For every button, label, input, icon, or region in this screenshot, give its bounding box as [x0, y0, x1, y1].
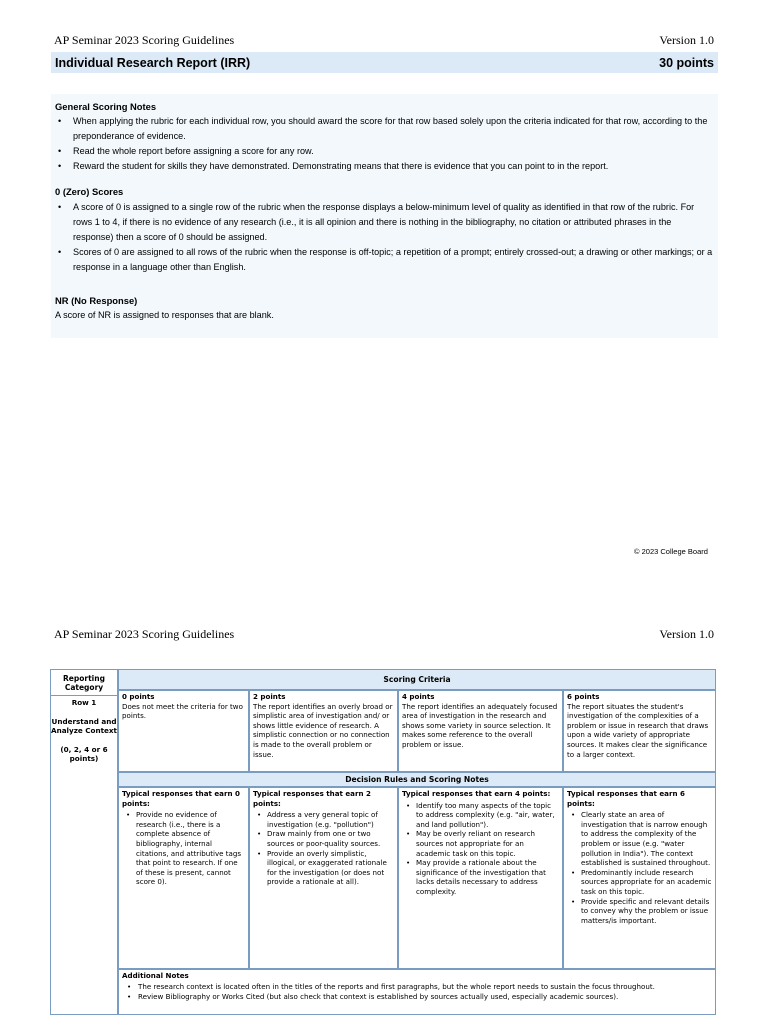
- criteria-text: The report identifies an adequately focused area of investigation in the research and shows some variety in source selection. It makes some reference to the overall problem or issue.: [402, 701, 558, 749]
- zero-scores-list: [55, 200, 714, 275]
- reporting-category-column: [50, 669, 118, 1015]
- decision-rules-heading: Decision Rules and Scoring Notes: [118, 772, 716, 787]
- criteria-points: 4 points: [402, 692, 435, 701]
- decision-list: [253, 810, 394, 887]
- criteria-cell-4: [398, 690, 563, 772]
- list-item: • When applying the rubric for each individual row, you should award the score for that row based solely upon the criteria indicated for that row, according to the preponderance of evidence.: [55, 114, 714, 144]
- no-response-heading: NR (No Response): [55, 295, 138, 307]
- list-item: • Scores of 0 are assigned to all rows of the rubric when the response is off-topic; a repetition of a prompt; entirely crossed-out; a drawing or other markings; or a response in a language other than English.: [55, 245, 714, 275]
- section-title-bar: [51, 52, 718, 73]
- copyright-footer: © 2023 College Board: [634, 547, 708, 556]
- row-label-block: [51, 696, 117, 764]
- zero-scores-heading: 0 (Zero) Scores: [55, 186, 124, 198]
- section-title: Individual Research Report (IRR): [55, 55, 251, 70]
- list-item: • Provide specific and relevant details to convey why the problem or issue matters/is important.: [567, 897, 712, 926]
- list-item: • May provide a rationale about the significance of the investigation that lacks details necessary to address complexity.: [402, 858, 559, 896]
- no-response-text: A score of NR is assigned to responses that are blank.: [55, 310, 274, 321]
- list-item: • Address a very general topic of investigation (e.g. "pollution"): [253, 810, 394, 829]
- criteria-cell-2: [249, 690, 398, 772]
- list-item: • Provide an overly simplistic, illogical, or exaggerated rationale for the investigation (or does not provide a rationale at all).: [253, 849, 394, 887]
- list-item: • Draw mainly from one or two sources or poor-quality sources.: [253, 829, 394, 848]
- decision-heading: Typical responses that earn 2 points:: [253, 789, 371, 808]
- scoring-notes-box: [51, 94, 718, 338]
- list-item: • Review Bibliography or Works Cited (but also check that context is established by sources actually used, especially academic sources).: [122, 992, 712, 1002]
- decision-list: [122, 810, 245, 887]
- decision-cell-4: [398, 787, 563, 969]
- decision-list: [402, 801, 559, 897]
- criteria-points: 2 points: [253, 692, 286, 701]
- decision-cell-6: [563, 787, 716, 969]
- list-item: • Clearly state an area of investigation that is narrow enough to address the complexity of the problem or issue (e.g. "water pollution in India"). The context established is sustained throughout.: [567, 810, 712, 868]
- header-title: AP Seminar 2023 Scoring Guidelines: [54, 627, 235, 641]
- header-title: AP Seminar 2023 Scoring Guidelines: [54, 33, 235, 47]
- criteria-text: The report identifies an overly broad or simplistic area of investigation and/ or shows little evidence of research. A simplistic connection or no connection is made to the overall problem or issue.: [253, 701, 393, 759]
- decision-cell-0: [118, 787, 249, 969]
- decision-list: [567, 810, 712, 925]
- criteria-text: Does not meet the criteria for two points.: [122, 701, 243, 721]
- list-item: • May be overly reliant on research sources not appropriate for an academic task on this topic.: [402, 829, 559, 858]
- additional-notes-list: [122, 982, 712, 1002]
- page-header: [54, 627, 714, 642]
- additional-notes-cell: [118, 969, 716, 1015]
- list-item: • Identify too many aspects of the topic to address complexity (e.g. "air, water, and land pollution").: [402, 801, 559, 830]
- list-item: • A score of 0 is assigned to a single row of the rubric when the response displays a below-minimum level of quality as identified in that row of the rubric. For rows 1 to 4, if there is no evidence of any research (i.e., it is all opinion and there is nothing in the bibliography, no citation or attributed phrases in the response) then a score of 0 should be assigned.: [55, 200, 714, 245]
- list-item: • Read the whole report before assigning a score for any row.: [55, 144, 714, 159]
- decision-cell-2: [249, 787, 398, 969]
- row-name: Understand and Analyze Context: [51, 716, 117, 736]
- general-notes-heading: General Scoring Notes: [55, 101, 157, 112]
- criteria-text: The report situates the student's investigation of the complexities of a problem or issue in research that draws upon a wide variety of appropriate sources. It makes clear the significance to a larger context.: [567, 701, 709, 759]
- header-version: Version 1.0: [659, 627, 714, 641]
- list-item: • Reward the student for skills they have demonstrated. Demonstrating means that there is evidence that you can point to in the report.: [55, 159, 714, 174]
- reporting-category-heading: Reporting Category: [51, 670, 117, 696]
- row-number: Row 1: [71, 698, 97, 707]
- additional-notes-heading: Additional Notes: [122, 971, 189, 980]
- decision-heading: Typical responses that earn 0 points:: [122, 789, 240, 808]
- section-points: 30 points: [659, 55, 714, 70]
- criteria-cell-6: [563, 690, 716, 772]
- page-header: [54, 33, 714, 48]
- scoring-criteria-heading: Scoring Criteria: [118, 669, 716, 690]
- decision-heading: Typical responses that earn 4 points:: [402, 789, 551, 798]
- row-points: (0, 2, 4 or 6 points): [60, 744, 108, 764]
- criteria-points: 0 points: [122, 692, 155, 701]
- criteria-cell-0: [118, 690, 249, 772]
- decision-heading: Typical responses that earn 6 points:: [567, 789, 685, 808]
- list-item: • Provide no evidence of research (i.e., there is a complete absence of bibliography, internal citations, and attributive tags that point to research. If one of these is present, cannot score 0).: [122, 810, 245, 887]
- list-item: • The research context is located often in the titles of the reports and first paragraphs, but the whole report needs to sustain the focus throughout.: [122, 982, 712, 992]
- list-item: • Predominantly include research sources appropriate for an academic task on this topic.: [567, 868, 712, 897]
- rubric-table: [50, 669, 716, 1015]
- general-notes-list: [55, 114, 714, 174]
- criteria-points: 6 points: [567, 692, 600, 701]
- header-version: Version 1.0: [659, 33, 714, 47]
